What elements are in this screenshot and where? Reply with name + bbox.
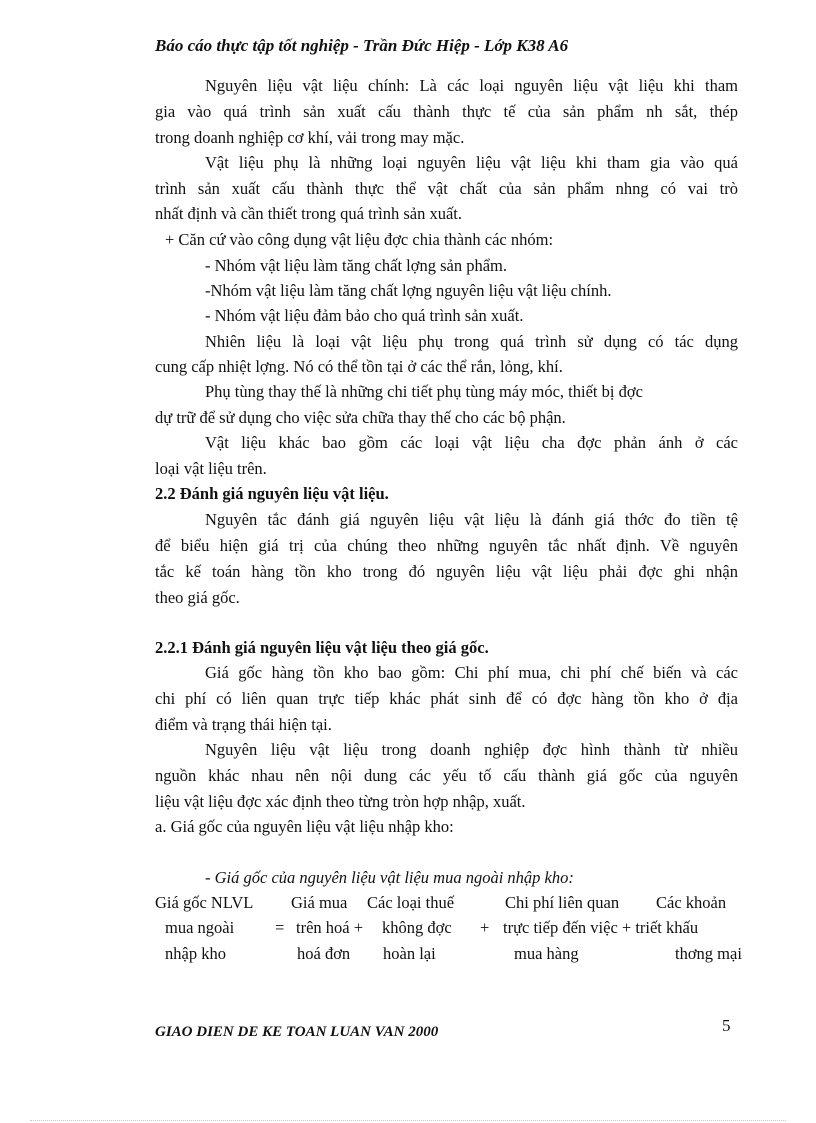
formula-cell: nhập kho [165, 944, 226, 963]
formula-cell: Các loại thuế [367, 893, 455, 912]
text-line: - Nhóm vật liệu đảm bảo cho quá trình sản xuất. [205, 306, 524, 325]
text-line: Phụ tùng thay thế là những chi tiết phụ tùng máy móc, thiết bị đợc [205, 382, 643, 401]
text-line: để biểu hiện giá trị của chúng theo những nguyên tắc nhất định. Về nguyên [155, 536, 738, 555]
text-line: chi phí có liên quan trực tiếp khác phát sinh để có đợc hàng tồn kho ở địa [155, 689, 738, 708]
formula-cell: Giá mua [291, 893, 348, 912]
formula-row-1 [155, 893, 745, 915]
formula-cell: trực tiếp đến việc + triết khấu [503, 918, 699, 937]
text-line: trong doanh nghiệp cơ khí, vải trong may mặc. [155, 128, 465, 147]
formula-cell: hoàn lại [383, 944, 436, 963]
text-line: loại vật liệu trên. [155, 459, 267, 478]
formula-cell: không đợc [382, 918, 452, 937]
text-line: Nguyên liệu vật liệu chính: Là các loại nguyên liệu vật liệu khi tham [205, 76, 738, 95]
text-line: Vật liệu phụ là những loại nguyên liệu vật liệu khi tham gia vào quá [205, 153, 738, 172]
formula-cell: Giá gốc NLVL [155, 893, 254, 912]
text-line: + Căn cứ vào công dụng vật liệu đợc chia thành các nhóm: [165, 230, 554, 249]
text-line: điểm và trạng thái hiện tại. [155, 715, 332, 734]
text-line: dự trữ để sử dụng cho việc sửa chữa thay thế cho các bộ phận. [155, 408, 566, 427]
text-line: - Nhóm vật liệu làm tăng chất lợng sản phẩm. [205, 256, 507, 275]
text-line: gia vào quá trình sản xuất cấu thành thực tế của sản phẩm nh sắt, thép [155, 102, 738, 121]
text-line: Vật liệu khác bao gồm các loại vật liệu cha đợc phản ánh ở các [205, 433, 738, 452]
text-line: -Nhóm vật liệu làm tăng chất lợng nguyên liệu vật liệu chính. [205, 281, 612, 300]
formula-cell: thơng mại [675, 944, 742, 963]
page-footer [155, 1018, 535, 1040]
text-line: tắc kế toán hàng tồn kho trong đó nguyên liệu vật liệu phải đợc ghi nhận [155, 562, 738, 581]
text-line: cung cấp nhiệt lợng. Nó có thể tồn tại ở các thể rắn, lỏng, khí. [155, 357, 563, 376]
formula-cell: hoá đơn [297, 944, 351, 963]
section-heading: 2.2 Đánh giá nguyên liệu vật liệu. [155, 484, 389, 503]
text-line: nguồn khác nhau nên nội dung các yếu tố cấu thành giá gốc của nguyên [155, 766, 738, 785]
text-line: Giá gốc hàng tồn kho bao gồm: Chi phí mua, chi phí chế biến và các [205, 663, 738, 682]
formula-cell: = [275, 918, 285, 937]
formula-cell: Chi phí liên quan [505, 893, 620, 912]
formula-cell: mua hàng [514, 944, 579, 963]
footer-text: GIAO DIEN DE KE TOAN LUAN VAN 2000 [155, 1024, 439, 1040]
text-line: trình sản xuất cấu thành thực thể vật chất của sản phẩm nhng có vai trò [155, 179, 738, 198]
subsection-heading: 2.2.1 Đánh giá nguyên liệu vật liệu theo giá gốc. [155, 638, 489, 657]
text-line: - Giá gốc của nguyên liệu vật liệu mua ngoài nhập kho: [205, 868, 574, 887]
formula-cell: + [480, 918, 490, 937]
text-line: theo giá gốc. [155, 588, 240, 607]
formula-row-3 [155, 944, 745, 966]
text-line: Nhiên liệu là loại vật liệu phụ trong quá trình sử dụng có tác dụng [205, 332, 738, 351]
text-line: Nguyên liệu vật liệu trong doanh nghiệp đợc hình thành từ nhiều [205, 740, 738, 759]
formula-cell: trên hoá + [296, 918, 364, 937]
text-line: a. Giá gốc của nguyên liệu vật liệu nhập kho: [155, 817, 454, 836]
text-line: liệu vật liệu đợc xác định theo từng tròn hợp nhập, xuất. [155, 792, 526, 811]
text-line: nhất định và cần thiết trong quá trình sản xuất. [155, 204, 463, 223]
page-number: 5 [722, 1016, 731, 1035]
text-line: Nguyên tắc đánh giá nguyên liệu vật liệu là đánh giá thớc đo tiền tệ [205, 510, 738, 529]
formula-cell: Các khoản [656, 893, 727, 912]
page-bottom-divider [30, 1120, 786, 1121]
formula-cell: mua ngoài [165, 918, 235, 937]
formula-row-2 [155, 918, 745, 940]
page-header: Báo cáo thực tập tốt nghiệp - Trần Đức Hiệp - Lớp K38 A6 [155, 36, 569, 55]
